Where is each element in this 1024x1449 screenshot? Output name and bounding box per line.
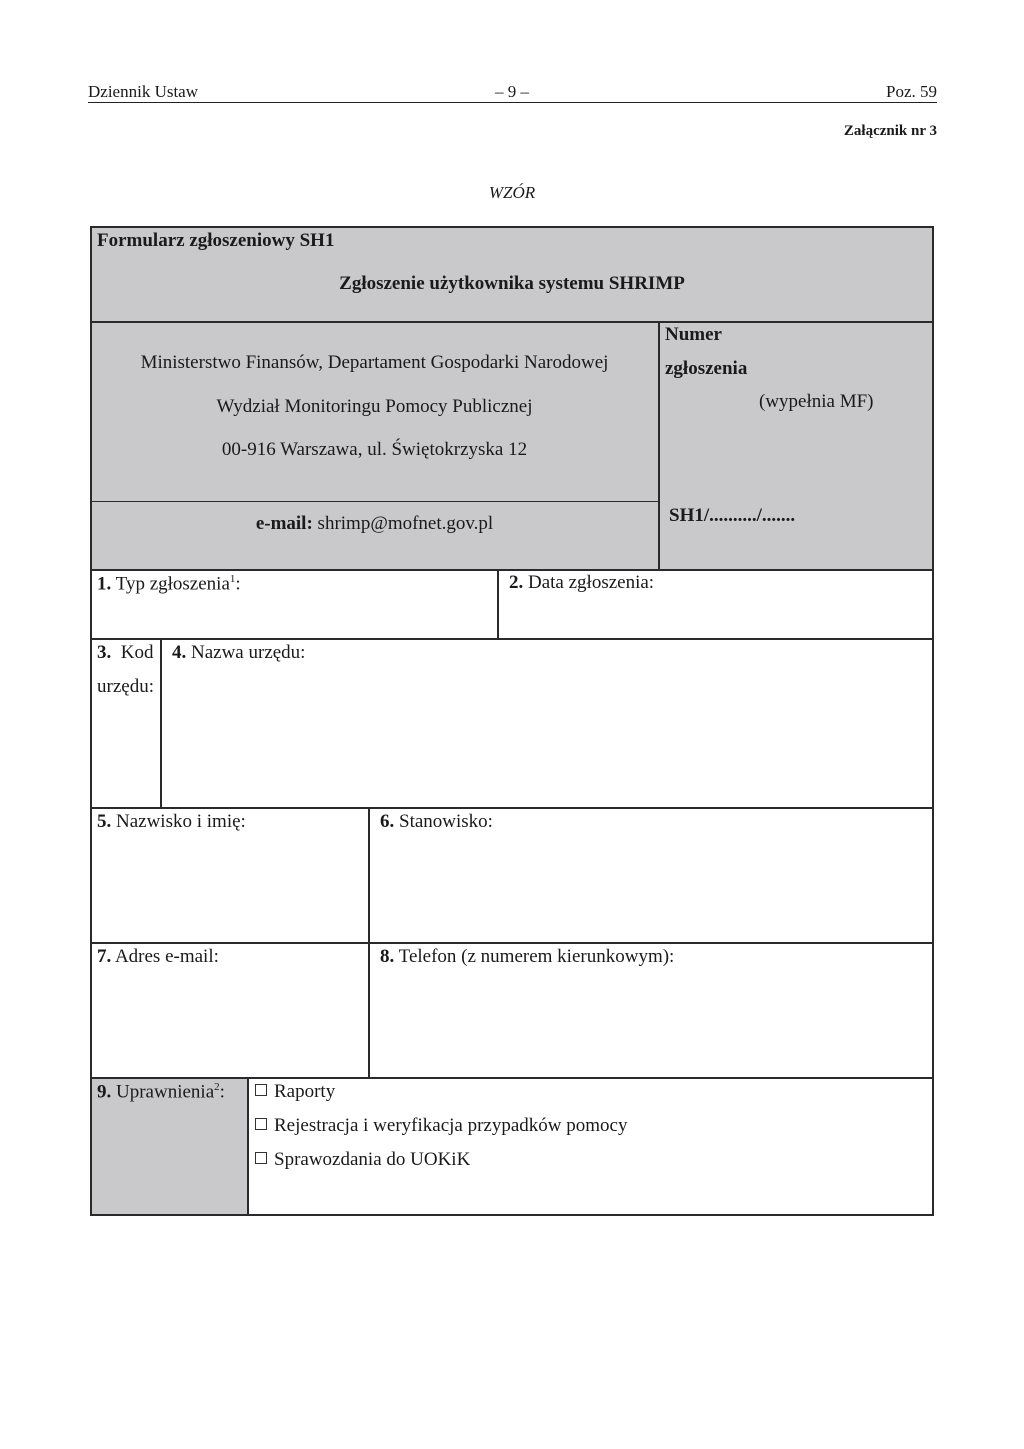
field-label: Typ zgłoszenia [115, 573, 230, 595]
field-label-cont: urzędu: [97, 676, 154, 697]
permission-option-registration[interactable] [255, 1116, 627, 1135]
field-number: 3. [97, 642, 112, 663]
journal-name: Dziennik Ustaw [88, 82, 199, 101]
field-phone[interactable] [380, 947, 674, 966]
field-label: Adres e-mail: [114, 946, 219, 967]
footnote-ref: 1 [229, 573, 236, 585]
permission-option-reports[interactable] [255, 1082, 335, 1101]
permission-label: Raporty [274, 1081, 336, 1102]
page-number: – 9 – [495, 82, 529, 101]
checkbox-icon[interactable] [255, 1152, 267, 1164]
annex-label: Załącznik nr 3 [843, 123, 937, 139]
field-label: Telefon (z numerem kierunkowym): [398, 946, 675, 967]
field-full-name[interactable] [97, 812, 246, 831]
footnote-ref: 2 [214, 1081, 220, 1093]
field-label: Data zgłoszenia: [528, 572, 655, 593]
template-label: WZÓR [488, 183, 536, 202]
header-rule [88, 102, 937, 103]
field-request-type[interactable] [97, 574, 241, 593]
field-label: Kod [120, 642, 154, 663]
number-label-1: Numer [665, 324, 722, 345]
field-number: 5. [97, 811, 112, 832]
address-line-1: Ministerstwo Finansów, Departament Gospodarki Narodowej [140, 352, 609, 373]
field-label: Nazwa urzędu: [191, 642, 306, 663]
contact-email [91, 514, 658, 533]
field-number: 1. [97, 573, 112, 595]
address-line-3: 00-916 Warszawa, ul. Świętokrzyska 12 [221, 439, 528, 460]
field-suffix: : [219, 1081, 225, 1103]
number-label-2: zgłoszenia [665, 358, 748, 379]
checkbox-icon[interactable] [255, 1118, 267, 1130]
form-title: Zgłoszenie użytkownika systemu SHRIMP [339, 273, 685, 294]
number-note: (wypełnia MF) [759, 391, 874, 412]
field-label: Nazwisko i imię: [116, 811, 246, 832]
email-label: e-mail: [255, 513, 313, 534]
field-number: 9. [97, 1081, 112, 1103]
number-pattern: SH1/........../....... [669, 505, 796, 526]
field-number: 7. [97, 946, 112, 967]
field-label: Stanowisko: [399, 811, 493, 832]
field-label: Uprawnienia [116, 1081, 215, 1103]
field-number: 2. [509, 572, 524, 593]
field-suffix: : [235, 573, 241, 595]
field-number: 8. [380, 946, 395, 967]
permission-label: Rejestracja i weryfikacja przypadków pomocy [274, 1115, 628, 1136]
permission-label: Sprawozdania do UOKiK [274, 1149, 471, 1170]
permission-option-uokik[interactable] [255, 1150, 470, 1169]
field-office-code[interactable] [97, 643, 154, 696]
email-value: shrimp@mofnet.gov.pl [317, 513, 494, 534]
position-number: Poz. 59 [886, 82, 937, 101]
field-position[interactable] [380, 812, 493, 831]
checkbox-icon[interactable] [255, 1084, 267, 1096]
field-number: 4. [172, 642, 187, 663]
form-name: Formularz zgłoszeniowy SH1 [97, 230, 335, 251]
field-request-date[interactable] [509, 573, 654, 592]
field-email-address[interactable] [97, 947, 219, 966]
field-number: 6. [380, 811, 395, 832]
address-line-2: Wydział Monitoringu Pomocy Publicznej [216, 396, 533, 417]
field-permissions-label [97, 1082, 225, 1101]
field-office-name[interactable] [172, 643, 305, 662]
